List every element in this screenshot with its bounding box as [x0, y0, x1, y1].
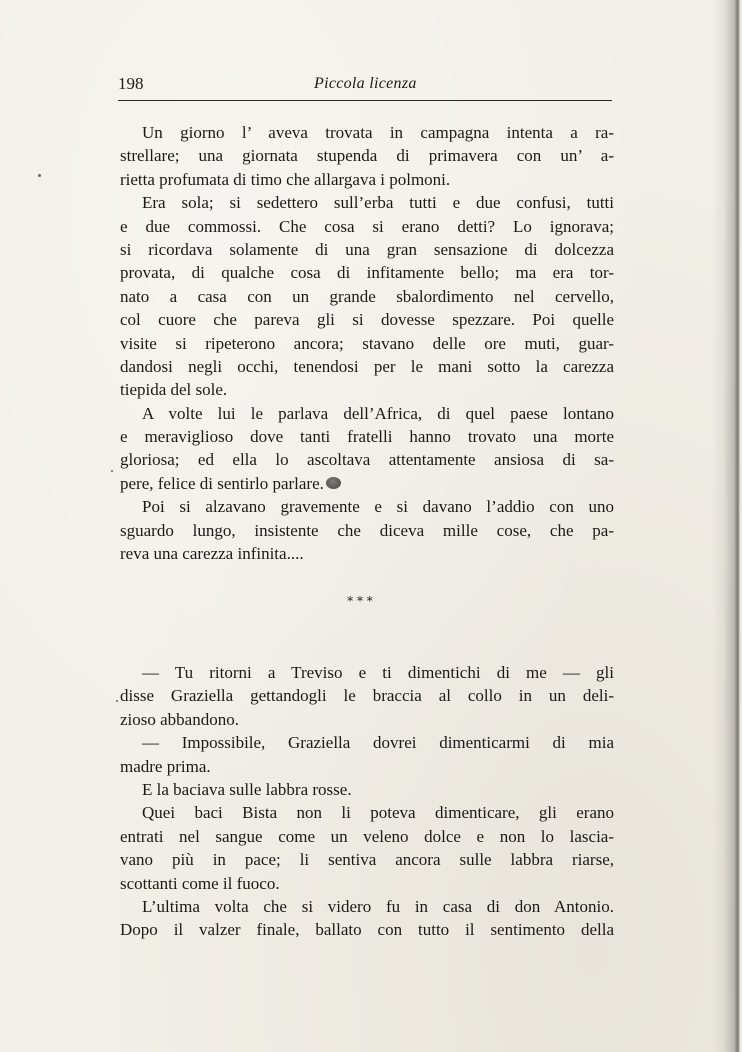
text-line: e meraviglioso dove tanti fratelli hanno trovato una morte — [120, 427, 614, 447]
text-line: gloriosa; ed ella lo ascoltava attentamente ansiosa di sa- — [120, 450, 614, 470]
page-header — [118, 74, 612, 101]
text-line: tiepida del sole. — [120, 380, 228, 400]
text-line: dandosi negli occhi, tenendosi per le mani sotto la carezza — [120, 356, 614, 376]
text-line: Quei baci Bista non li poteva dimenticare, gli erano — [142, 803, 614, 823]
ink-blot — [326, 477, 341, 489]
text-line: col cuore che pareva gli si dovesse spezzare. Poi quelle — [120, 310, 614, 330]
text-line: sguardo lungo, insistente che diceva mille cose, che pa- — [120, 520, 614, 540]
ink-speck — [116, 700, 118, 702]
text-line: Un giorno l’ aveva trovata in campagna intenta a ra- — [142, 123, 614, 142]
text-line: provata, di qualche cosa di infitamente bello; ma era tor- — [120, 263, 614, 283]
text-section-2 — [120, 661, 614, 942]
ink-speck — [111, 470, 113, 472]
text-line: vano più in pace; li sentiva ancora sulle labbra riarse, — [120, 850, 614, 870]
ink-speck — [38, 174, 41, 177]
text-line: Poi si alzavano gravemente e si davano l’addio con uno — [142, 497, 614, 517]
section-separator — [340, 596, 380, 626]
text-section-1 — [120, 121, 614, 565]
text-line: rietta profumata di timo che allargava i polmoni. — [120, 169, 451, 189]
text-line: — Impossibile, Graziella dovrei dimenticarmi di mia — [142, 733, 614, 753]
text-line: Dopo il valzer finale, ballato con tutto il sentimento della — [120, 920, 614, 940]
page-gutter-shadow — [712, 0, 742, 1052]
text-line: visite si ripeterono ancora; stavano delle ore muti, guar- — [120, 333, 614, 353]
text-line: madre prima. — [120, 756, 211, 776]
text-line: Era sola; si sedettero sull’erba tutti e due confusi, tutti — [142, 193, 614, 213]
text-line: si ricordava solamente di una gran sensazione di dolcezza — [120, 239, 614, 259]
text-line: scottanti come il fuoco. — [120, 873, 280, 893]
text-line: pere, felice di sentirlo parlare. — [120, 473, 324, 493]
text-line: nato a casa con un grande sbalordimento nel cervello, — [120, 286, 614, 306]
text-line: — Tu ritorni a Treviso e ti dimentichi di me — gli — [142, 663, 614, 682]
text-line: entrati nel sangue come un veleno dolce e non lo lascia- — [120, 826, 614, 846]
text-line: A volte lui le parlava dell’Africa, di quel paese lontano — [142, 403, 614, 423]
text-line: E la baciava sulle labbra rosse. — [142, 779, 352, 799]
text-line: reva una carezza infinita.... — [120, 544, 304, 564]
running-title: Piccola licenza — [314, 75, 417, 92]
page-number: 198 — [118, 74, 144, 93]
text-line: zioso abbandono. — [120, 709, 239, 729]
text-line: strellare; una giornata stupenda di primavera con un’ a- — [120, 146, 614, 166]
text-line: disse Graziella gettandogli le braccia al collo in un deli- — [120, 686, 614, 706]
text-line: e due commossi. Che cosa si erano detti? Lo ignorava; — [120, 216, 614, 236]
asterism-text: * * * — [347, 594, 373, 608]
text-line: L’ultima volta che si videro fu in casa di don Antonio. — [142, 896, 614, 916]
